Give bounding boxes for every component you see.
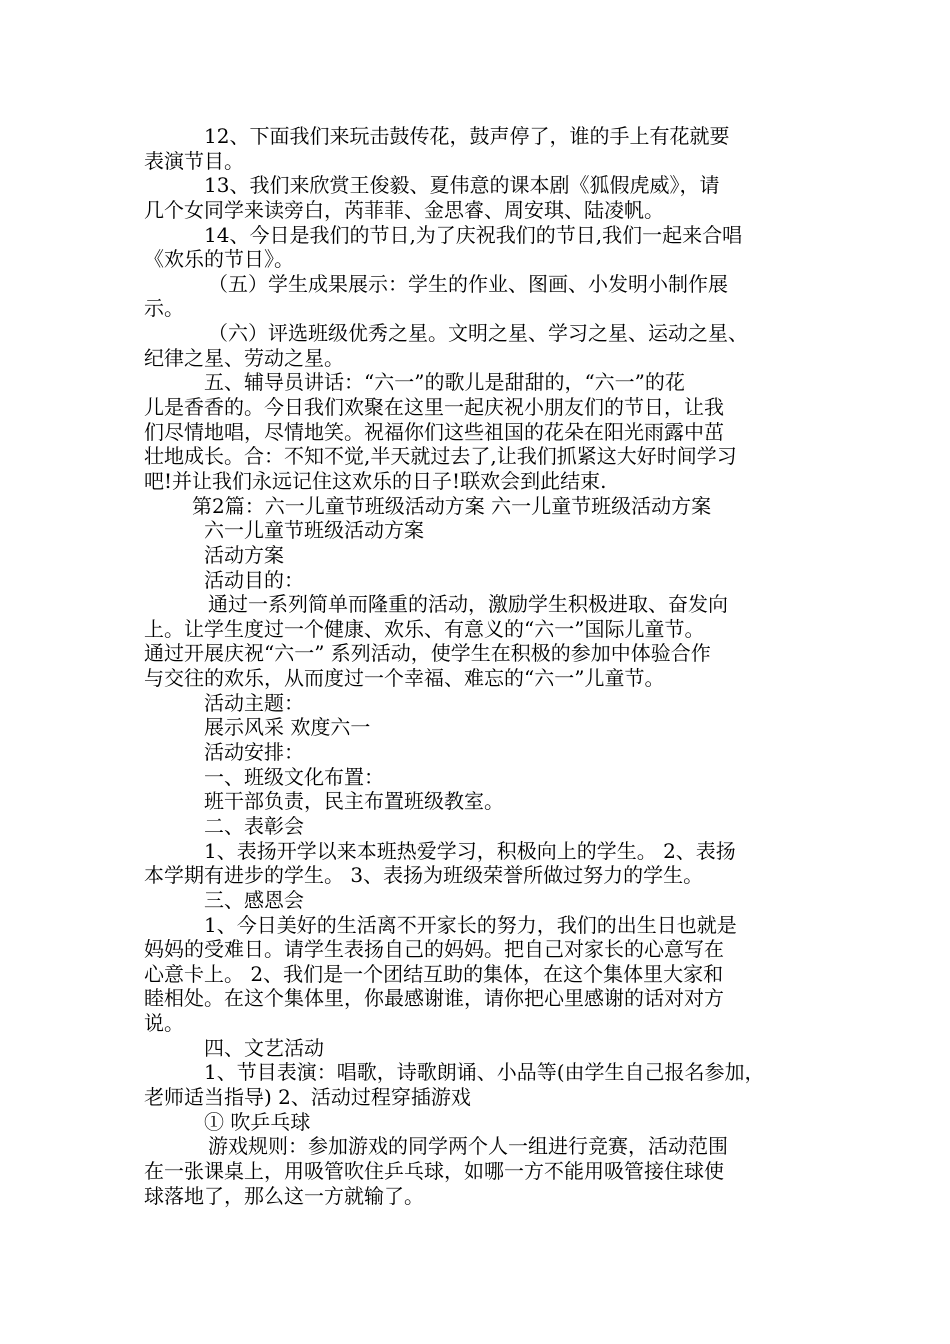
text-line: 本学期有进步的学生。 3、表扬为班级荣誉所做过努力的学生。 <box>144 863 704 888</box>
text-line: 活动安排： <box>204 740 304 765</box>
text-line: 1、今日美好的生活离不开家长的努力，我们的出生日也就是 <box>204 912 737 937</box>
text-line: 三、感恩会 <box>204 887 304 912</box>
text-line: 心意卡上。 2、我们是一个团结互助的集体，在这个集体里大家和 <box>144 961 724 986</box>
text-line: 们尽情地唱，尽情地笑。祝福你们这些祖国的花朵在阳光雨露中茁 <box>144 419 724 444</box>
text-line: 壮地成长。合：不知不觉,半天就过去了,让我们抓紧这大好时间学习 <box>144 444 737 469</box>
text-line: 一、班级文化布置： <box>204 764 384 789</box>
text-line: 纪律之星、劳动之星。 <box>144 345 344 370</box>
text-line: 1、节目表演：唱歌，诗歌朗诵、小品等(由学生自己报名参加， <box>204 1060 765 1085</box>
text-line: 活动方案 <box>204 542 284 567</box>
text-line: 活动目的： <box>204 567 304 592</box>
text-line: 活动主题： <box>204 690 304 715</box>
text-line: 四、文艺活动 <box>204 1035 324 1060</box>
text-line: 几个女同学来读旁白，芮菲菲、金思睿、周安琪、陆凌帆。 <box>144 197 664 222</box>
text-line: 游戏规则：参加游戏的同学两个人一组进行竞赛，活动范围 <box>208 1134 728 1159</box>
text-line: 1、表扬开学以来本班热爱学习，积极向上的学生。 2、表扬 <box>204 838 736 863</box>
text-line: 说。 <box>144 1011 184 1036</box>
text-line: 上。让学生度过一个健康、欢乐、有意义的“六一”国际儿童节。 <box>144 616 705 641</box>
text-line: 儿是香香的。今日我们欢聚在这里一起庆祝小朋友们的节日，让我 <box>144 395 724 420</box>
text-line: 12、下面我们来玩击鼓传花，鼓声停了，谁的手上有花就要 <box>204 124 730 148</box>
text-line: 13、我们来欣赏王俊毅、夏伟意的课本剧《狐假虎威》，请 <box>204 173 720 198</box>
section-heading: 第2篇：六一儿童节班级活动方案 六一儿童节班级活动方案 <box>192 493 712 518</box>
text-line: 表演节目。 <box>144 148 244 173</box>
text-line: 班干部负责，民主布置班级教室。 <box>204 789 504 814</box>
text-line: （六）评选班级优秀之星。文明之星、学习之星、运动之星、 <box>208 321 748 346</box>
text-line: 二、表彰会 <box>204 813 304 838</box>
text-line: 14、今日是我们的节日,为了庆祝我们的节日,我们一起来合唱 <box>204 222 743 247</box>
text-line: 在一张课桌上，用吸管吹住乒乓球，如哪一方不能用吸管接住球使 <box>144 1158 724 1183</box>
text-line: 吧!并让我们永远记住这欢乐的日子!联欢会到此结束. <box>144 468 607 493</box>
text-line: 通过一系列简单而隆重的活动，激励学生积极进取、奋发向 <box>208 592 728 617</box>
text-line: 睦相处。在这个集体里，你最感谢谁，请你把心里感谢的话对对方 <box>144 986 724 1011</box>
text-line: ① 吹乒乓球 <box>204 1109 311 1134</box>
text-line: 与交往的欢乐，从而度过一个幸福、难忘的“六一”儿童节。 <box>144 666 665 691</box>
text-line: 妈妈的受难日。请学生表扬自己的妈妈。把自己对家长的心意写在 <box>144 937 724 962</box>
text-line: 六一儿童节班级活动方案 <box>204 518 424 543</box>
text-line: 示。 <box>144 296 184 321</box>
text-line: 《欢乐的节日》。 <box>144 247 294 272</box>
document-body <box>144 124 809 1208</box>
text-line: 通过开展庆祝“六一” 系列活动，使学生在积极的参加中体验合作 <box>144 641 711 666</box>
text-line: 五、辅导员讲话：“六一”的歌儿是甜甜的，“六一”的花 <box>204 370 685 395</box>
text-line: 老师适当指导) 2、活动过程穿插游戏 <box>144 1084 471 1109</box>
text-line: （五）学生成果展示：学生的作业、图画、小发明小制作展 <box>208 271 728 296</box>
text-line: 球落地了，那么这一方就输了。 <box>144 1183 424 1208</box>
text-line: 展示风采 欢度六一 <box>204 715 371 740</box>
